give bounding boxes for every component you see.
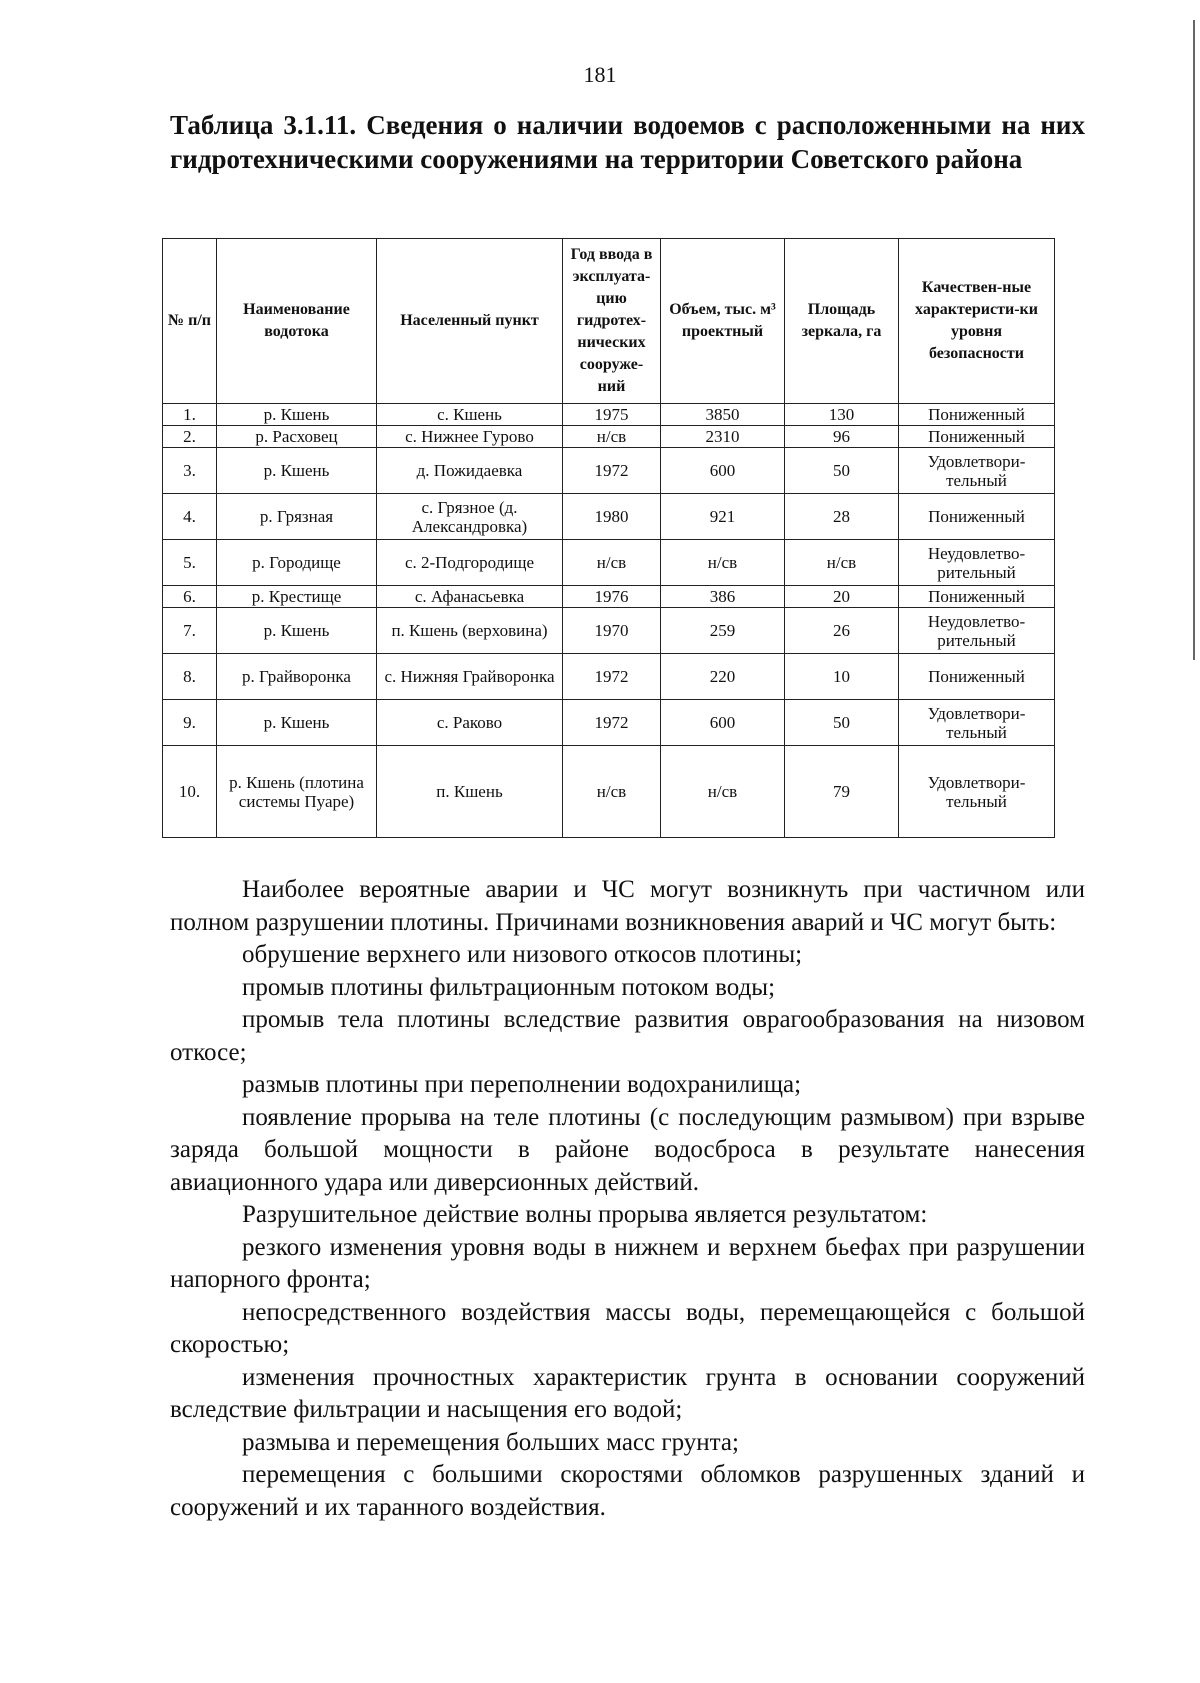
header-number: № п/п [163,239,217,404]
cell-settlement: п. Кшень (верховина) [377,608,563,654]
effect-item: изменения прочностных характеристик грунта в основании сооружений вследствие фильтрации и насыщения его водой; [170,1363,1085,1423]
table-row [163,608,1055,654]
cell-settlement: п. Кшень [377,746,563,838]
effect-item: непосредственного воздействия массы воды, перемещающейся с большой скоростью; [170,1298,1085,1358]
cell-volume: н/св [661,746,785,838]
reservoir-table [162,238,1055,838]
cause-item: промыв плотины фильтрационным потоком воды; [242,973,776,1001]
header-year: Год ввода в эксплуата-цию гидротех-нических сооруже-ний [563,239,661,404]
table-row [163,426,1055,448]
cell-volume: н/св [661,540,785,586]
table-row [163,654,1055,700]
cell-volume: 2310 [661,426,785,448]
cell-settlement: с. Нижняя Грайворонка [377,654,563,700]
cell-watercourse: р. Кшень [217,700,377,746]
cell-area: 50 [785,700,899,746]
cell-number: 8. [163,654,217,700]
paragraph-intro: Наиболее вероятные аварии и ЧС могут возникнуть при частичном или полном разрушении плотины. Причинами возникновения аварий и ЧС могут быть: [170,876,1085,936]
table-header-row [163,239,1055,404]
cell-volume: 600 [661,448,785,494]
table-row [163,586,1055,608]
cell-number: 4. [163,494,217,540]
cause-item: обрушение верхнего или низового откосов плотины; [242,941,803,968]
cell-area: 20 [785,586,899,608]
header-safety: Качествен-ные характеристи-ки уровня безопасности [899,239,1055,404]
table-row [163,746,1055,838]
cell-watercourse: р. Крестище [217,586,377,608]
cause-item: промыв тела плотины вследствие развития оврагообразования на низовом откосе; [170,1006,1085,1066]
cell-area: 28 [785,494,899,540]
cell-volume: 386 [661,586,785,608]
table-row [163,700,1055,746]
cell-safety: Неудовлетво-рительный [899,608,1055,654]
cell-volume: 600 [661,700,785,746]
cell-watercourse: р. Грязная [217,494,377,540]
cell-safety: Пониженный [899,494,1055,540]
cell-watercourse: р. Городище [217,540,377,586]
cause-item: появление прорыва на теле плотины (с последующим размывом) при взрыве заряда большой мощности в районе водосброса в результате нанесения авиационного удара или диверсионных действий. [170,1103,1085,1196]
cell-number: 9. [163,700,217,746]
cell-settlement: с. Нижнее Гурово [377,426,563,448]
paragraph-effects-intro: Разрушительное действие волны прорыва является результатом: [242,1201,928,1228]
table-row [163,540,1055,586]
cell-year: 1980 [563,494,661,540]
cell-settlement: с. Афанасьевка [377,586,563,608]
cell-year: 1972 [563,700,661,746]
cell-watercourse: р. Кшень [217,608,377,654]
cell-number: 10. [163,746,217,838]
cell-safety: Удовлетвори-тельный [899,448,1055,494]
header-volume: Объем, тыс. м³ проектный [661,239,785,404]
cell-safety: Удовлетвори-тельный [899,746,1055,838]
cell-safety: Пониженный [899,586,1055,608]
cell-area: н/св [785,540,899,586]
effect-item: резкого изменения уровня воды в нижнем и верхнем бьефах при разрушении напорного фронта; [170,1233,1085,1293]
cell-number: 2. [163,426,217,448]
header-area: Площадь зеркала, га [785,239,899,404]
table-title: Таблица 3.1.11. Сведения о наличии водоемов с расположенными на них гидротехническими сооружениями на территории Советского района [170,110,1085,174]
cell-year: н/св [563,746,661,838]
cell-area: 26 [785,608,899,654]
cell-year: н/св [563,540,661,586]
cell-settlement: с. Грязное (д. Александровка) [377,494,563,540]
cell-safety: Пониженный [899,404,1055,426]
cell-area: 50 [785,448,899,494]
scan-edge-line [1193,20,1195,660]
cell-volume: 259 [661,608,785,654]
cell-settlement: с. Кшень [377,404,563,426]
cell-watercourse: р. Расховец [217,426,377,448]
cell-safety: Пониженный [899,654,1055,700]
cell-number: 7. [163,608,217,654]
cell-year: 1972 [563,448,661,494]
cell-area: 96 [785,426,899,448]
cell-area: 79 [785,746,899,838]
cell-safety: Пониженный [899,426,1055,448]
effect-item: перемещения с большими скоростями обломков разрушенных зданий и сооружений и их таранного воздействия. [170,1461,1085,1521]
cell-number: 6. [163,586,217,608]
cell-area: 130 [785,404,899,426]
cause-item: размыв плотины при переполнении водохранилища; [242,1071,802,1098]
cell-year: 1972 [563,654,661,700]
cell-year: 1970 [563,608,661,654]
cell-year: 1976 [563,586,661,608]
table-row [163,448,1055,494]
cell-volume: 921 [661,494,785,540]
effect-item: размыва и перемещения больших масс грунта; [242,1428,739,1456]
cell-watercourse: р. Кшень (плотина системы Пуаре) [217,746,377,838]
cell-number: 5. [163,540,217,586]
header-settlement: Населенный пункт [377,239,563,404]
cell-watercourse: р. Кшень [217,448,377,494]
cell-safety: Неудовлетво-рительный [899,540,1055,586]
cell-volume: 3850 [661,404,785,426]
cell-safety: Удовлетвори-тельный [899,700,1055,746]
cell-area: 10 [785,654,899,700]
table-row [163,404,1055,426]
header-watercourse: Наименование водотока [217,239,377,404]
cell-year: н/св [563,426,661,448]
cell-watercourse: р. Кшень [217,404,377,426]
cell-volume: 220 [661,654,785,700]
table-container [162,238,1055,838]
cell-number: 3. [163,448,217,494]
cell-year: 1975 [563,404,661,426]
cell-settlement: с. Раково [377,700,563,746]
cell-watercourse: р. Грайворонка [217,654,377,700]
cell-settlement: с. 2-Подгородище [377,540,563,586]
table-row [163,494,1055,540]
cell-settlement: д. Пожидаевка [377,448,563,494]
body-text [170,874,1085,1524]
cell-number: 1. [163,404,217,426]
page-number: 181 [583,62,617,87]
